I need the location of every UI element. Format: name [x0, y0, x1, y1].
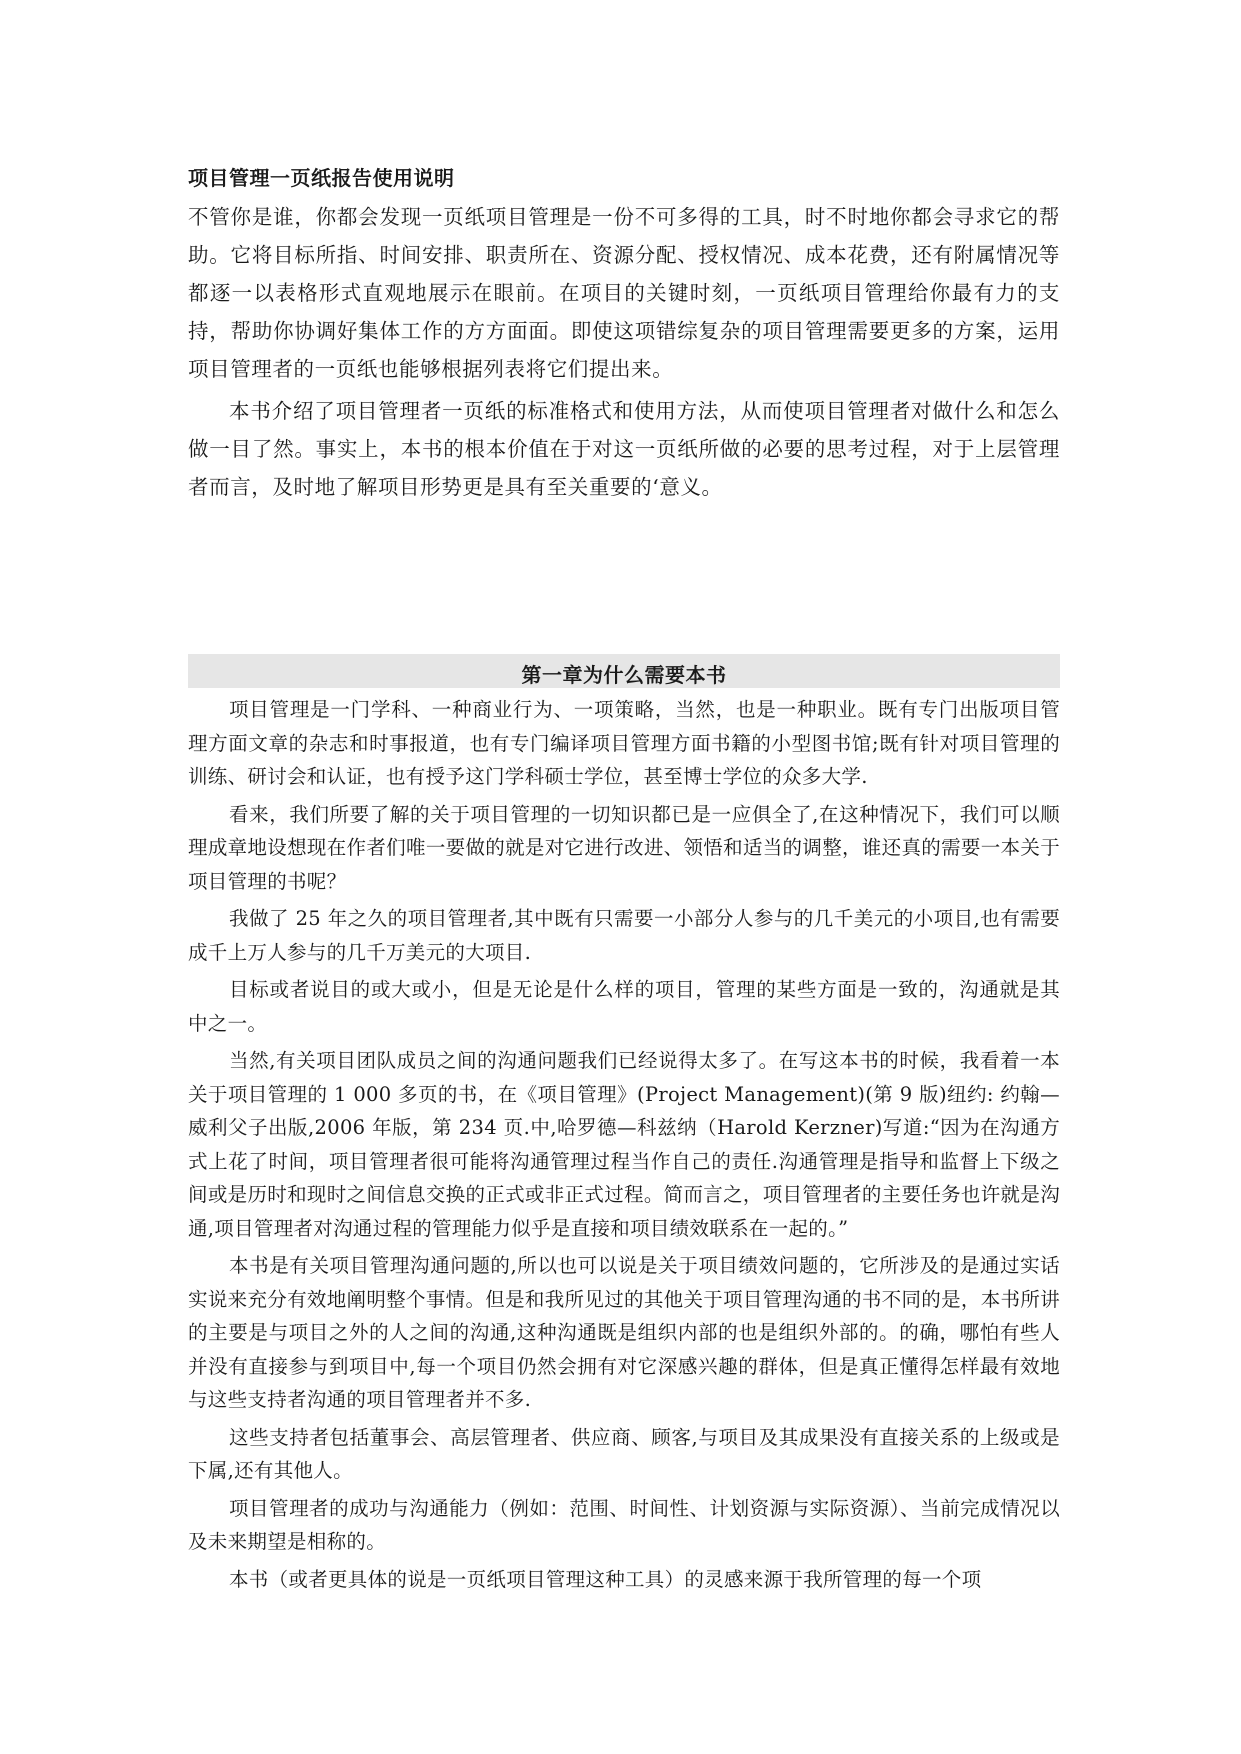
body-paragraph: 项目管理是一门学科、一种商业行为、一项策略，当然，也是一种职业。既有专门出版项目管理方面文章的杂志和时事报道，也有专门编译项目管理方面书籍的小型图书馆;既有针对项目管理的训练、研讨会和认证，也有授予这门学科硕士学位，甚至博士学位的众多大学.: [188, 698, 1060, 788]
intro-section: [188, 158, 1060, 506]
body-paragraph: 目标或者说目的或大或小，但是无论是什么样的项目，管理的某些方面是一致的，沟通就是其中之一。: [188, 978, 1060, 1035]
body-paragraph: 项目管理者的成功与沟通能力（例如：范围、时间性、计划资源与实际资源）、当前完成情况以及未来期望是相称的。: [188, 1496, 1060, 1553]
intro-title: 项目管理一页纸报告使用说明: [188, 166, 455, 190]
body-paragraph: 本书是有关项目管理沟通问题的,所以也可以说是关于项目绩效问题的，它所涉及的是通过实话实说来充分有效地阐明整个事情。但是和我所见过的其他关于项目管理沟通的书不同的是，本书所讲的主要是与项目之外的人之间的沟通,这种沟通既是组织内部的也是组织外部的。的确，哪怕有些人并没有直接参与到项目中,每一个项目仍然会拥有对它深感兴趣的群体，但是真正懂得怎样最有效地与这些支持者沟通的项目管理者并不多.: [188, 1254, 1060, 1411]
intro-paragraph: 本书介绍了项目管理者一页纸的标准格式和使用方法，从而使项目管理者对做什么和怎么做一目了然。事实上，本书的根本价值在于对这一页纸所做的必要的思考过程，对于上层管理者而言，及时地了解项目形势更是具有至关重要的‘意义。: [188, 399, 1060, 499]
chapter-body: [188, 693, 1060, 1600]
body-paragraph: 这些支持者包括董事会、高层管理者、供应商、顾客,与项目及其成果没有直接关系的上级或是下属,还有其他人。: [188, 1425, 1060, 1482]
intro-paragraph: 不管你是谁，你都会发现一页纸项目管理是一份不可多得的工具，时不时地你都会寻求它的帮助。它将目标所指、时间安排、职责所在、资源分配、授权情况、成本花费，还有附属情况等都逐一以表格形式直观地展示在眼前。在项目的关键时刻，一页纸项目管理给你最有力的支持，帮助你协调好集体工作的方方面面。即使这项错综复杂的项目管理需要更多的方案，运用项目管理者的一页纸也能够根据列表将它们提出来。: [188, 205, 1060, 381]
body-paragraph: 当然,有关项目团队成员之间的沟通问题我们已经说得太多了。在写这本书的时候，我看着一本关于项目管理的 1 000 多页的书，在《项目管理》(Project Management)(第 9 版)纽约: 约翰—威利父子出版,2006 年版，第 234 页.中,哈罗德—科兹纳（Harold Kerzner)写道:“因为在沟通方式上花了时间，项目管理者很可能将沟通管理过程当作自己的责任.沟通管理是指导和监督上下级之间或是历时和现时之间信息交换的正式或非正式过程。简而言之，项目管理者的主要任务也许就是沟通,项目管理者对沟通过程的管理能力似乎是直接和项目绩效联系在一起的。”: [188, 1049, 1060, 1240]
chapter-title: 第一章为什么需要本书: [521, 663, 727, 687]
body-paragraph: 看来，我们所要了解的关于项目管理的一切知识都已是一应俱全了,在这种情况下，我们可以顺理成章地设想现在作者们唯一要做的就是对它进行改进、领悟和适当的调整，谁还真的需要一本关于项目管理的书呢？: [188, 802, 1060, 893]
body-paragraph: 本书（或者更具体的说是一页纸项目管理这种工具）的灵感来源于我所管理的每一个项: [229, 1567, 982, 1591]
body-paragraph: 我做了 25 年之久的项目管理者,其中既有只需要一小部分人参与的几千美元的小项目,也有需要成千上万人参与的几千万美元的大项目.: [188, 907, 1060, 964]
